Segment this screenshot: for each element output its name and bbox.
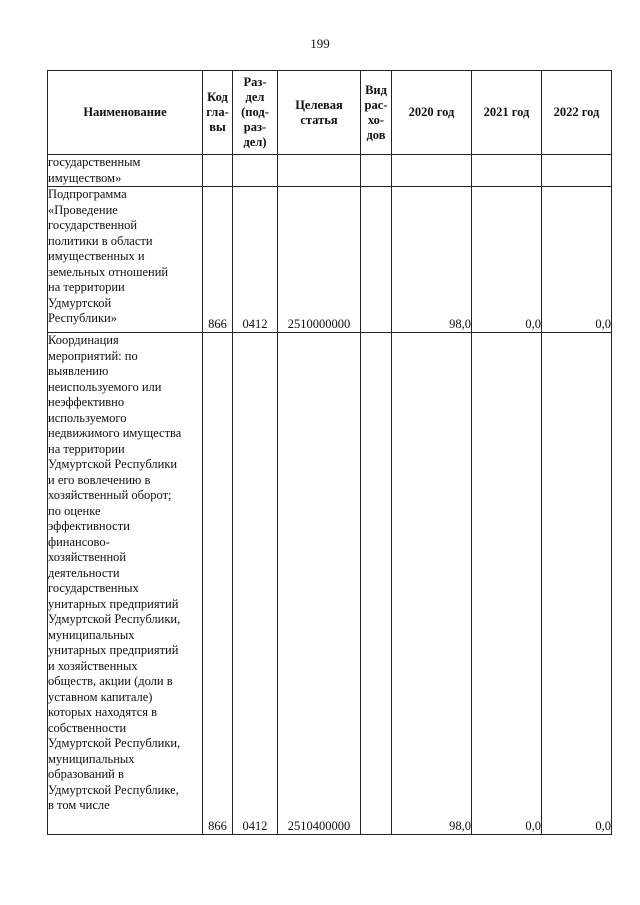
row-section <box>233 155 278 187</box>
table-row <box>48 333 612 835</box>
row-2022-value: 0,0 <box>542 333 612 835</box>
row-2022-value <box>542 155 612 187</box>
row-2022-value: 0,0 <box>542 187 612 333</box>
table-row <box>48 187 612 333</box>
row-name: Координация мероприятий: по выявлению неиспользуемого или неэффективно используемого недвижимого имущества на территории Удмуртской Республики и его вовлечению в хозяйственный оборот; по оценке эффективности финансово- хозяйственной деятельности государственных унитарных предприятий Удмуртской Республики, муниципальных унитарных предприятий и хозяйственных обществ, акции (доли в уставном капитале) которых находятся в собственности Удмуртской Республики, муниципальных образований в Удмуртской Республике, в том числе <box>48 333 203 835</box>
header-target-article: Целевая статья <box>278 71 361 155</box>
row-2020-value <box>392 155 472 187</box>
header-2020: 2020 год <box>392 71 472 155</box>
row-chapter-code: 866 <box>203 187 233 333</box>
row-expense-type <box>361 333 392 835</box>
header-expense-type: Вид рас- хо- дов <box>361 71 392 155</box>
row-expense-type <box>361 187 392 333</box>
header-row <box>48 71 612 155</box>
header-chapter-code: Код гла- вы <box>203 71 233 155</box>
row-chapter-code <box>203 155 233 187</box>
table-row <box>48 155 612 187</box>
row-name: государственным имуществом» <box>48 155 203 187</box>
row-2020-value: 98,0 <box>392 187 472 333</box>
page-number: 199 <box>310 36 330 51</box>
header-section: Раз- дел (под- раз- дел) <box>233 71 278 155</box>
row-name: Подпрограмма «Проведение государственной политики в области имущественных и земельных отношений на территории Удмуртской Республики» <box>48 187 203 333</box>
header-2021: 2021 год <box>472 71 542 155</box>
row-2021-value: 0,0 <box>472 333 542 835</box>
row-expense-type <box>361 155 392 187</box>
row-target-article: 2510400000 <box>278 333 361 835</box>
header-2022: 2022 год <box>542 71 612 155</box>
row-target-article <box>278 155 361 187</box>
row-target-article: 2510000000 <box>278 187 361 333</box>
row-chapter-code: 866 <box>203 333 233 835</box>
budget-table <box>47 70 612 835</box>
row-2021-value: 0,0 <box>472 187 542 333</box>
header-name: Наименование <box>48 71 203 155</box>
row-section: 0412 <box>233 187 278 333</box>
row-section: 0412 <box>233 333 278 835</box>
row-2020-value: 98,0 <box>392 333 472 835</box>
row-2021-value <box>472 155 542 187</box>
